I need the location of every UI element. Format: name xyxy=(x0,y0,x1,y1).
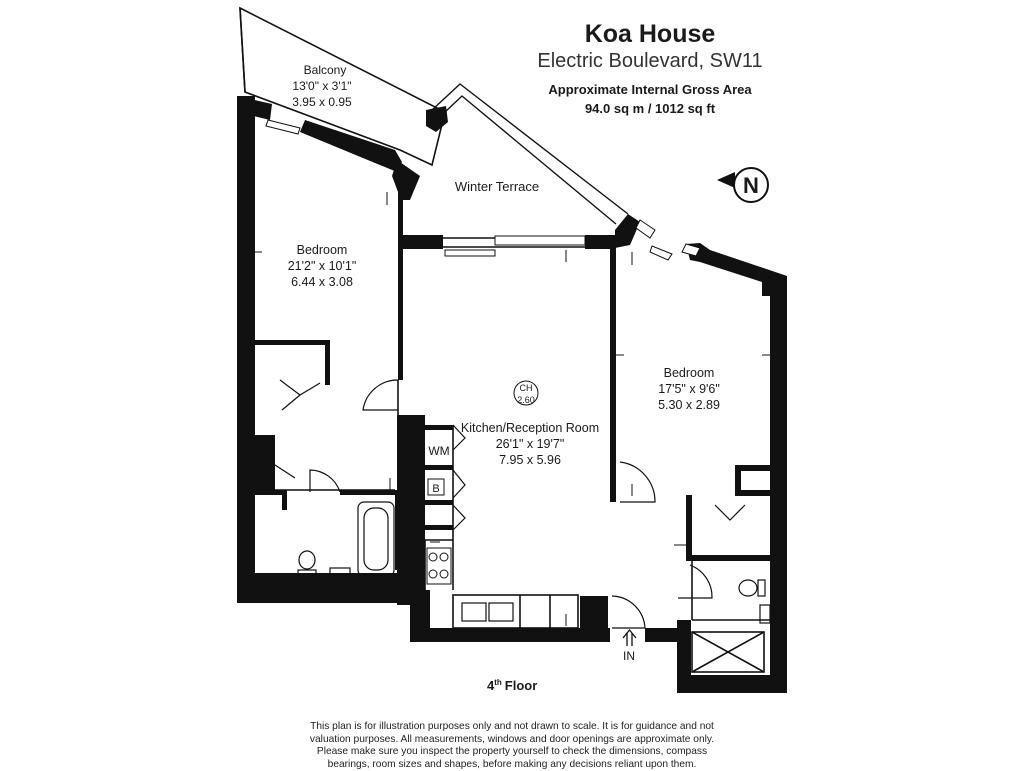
ch-label: CH xyxy=(519,383,533,393)
property-address: Electric Boulevard, SW11 xyxy=(537,50,763,72)
area-label: Approximate Internal Gross Area xyxy=(548,82,752,97)
bedroom-1-imperial: 21'2" x 10'1" xyxy=(287,259,357,273)
boiler-marker xyxy=(428,479,444,495)
property-title: Koa House xyxy=(584,20,716,48)
entrance-marker xyxy=(623,630,636,663)
kitchen-name: Kitchen/Reception Room xyxy=(460,421,600,435)
balcony-metric: 3.95 x 0.95 xyxy=(292,95,352,109)
balcony-corner xyxy=(426,106,448,132)
bedroom-1-label xyxy=(288,243,357,289)
bathtub-icon xyxy=(358,502,394,576)
entrance-label: IN xyxy=(623,649,635,663)
disclaimer-line: This plan is for illustration purposes only and not drawn to scale. It is for guidance and not xyxy=(310,721,714,732)
bedroom-1-name: Bedroom xyxy=(296,243,348,257)
floor-suffix: th xyxy=(494,678,502,687)
kitchen-metric: 7.95 x 5.96 xyxy=(499,453,561,467)
hob-icon xyxy=(427,548,451,584)
bedroom-1-metric: 6.44 x 3.08 xyxy=(291,275,353,289)
kitchen-imperial: 26'1" x 19'7" xyxy=(495,437,565,451)
bedroom-2-imperial: 17'5" x 9'6" xyxy=(658,382,720,396)
washing-machine-label: WM xyxy=(428,444,450,458)
ch-value: 2.60 xyxy=(517,395,535,405)
ceiling-height-marker xyxy=(514,381,538,405)
north-arrow-icon xyxy=(717,168,768,202)
disclaimer-line: valuation purposes. All measurements, windows and door openings are approximate only. xyxy=(309,733,715,745)
kitchen-label xyxy=(461,421,599,467)
floor-number: 4 xyxy=(487,678,495,693)
balcony-label xyxy=(292,63,352,109)
area-value: 94.0 sq m / 1012 sq ft xyxy=(584,101,716,116)
winter-terrace-outline xyxy=(432,84,628,247)
boiler-label: B xyxy=(432,483,440,495)
balcony-imperial: 13'0" x 3'1" xyxy=(292,79,352,93)
winter-terrace-name: Winter Terrace xyxy=(454,179,540,194)
bedroom-2-metric: 5.30 x 2.89 xyxy=(658,398,720,412)
bedroom-2-label xyxy=(658,366,720,412)
floor-word: Floor xyxy=(504,678,538,693)
floor-label xyxy=(487,678,537,693)
bedroom-2-name: Bedroom xyxy=(663,366,715,380)
disclaimer-line: bearings, room sizes and shapes, before making any decisions reliant upon them. xyxy=(327,758,697,770)
balcony-name: Balcony xyxy=(303,63,347,77)
compass-letter: N xyxy=(743,173,759,198)
disclaimer xyxy=(300,721,724,771)
disclaimer-line: Please make sure you inspect the property yourself to check the dimensions, compass xyxy=(316,746,708,758)
entrance-arrow-icon xyxy=(623,630,636,646)
